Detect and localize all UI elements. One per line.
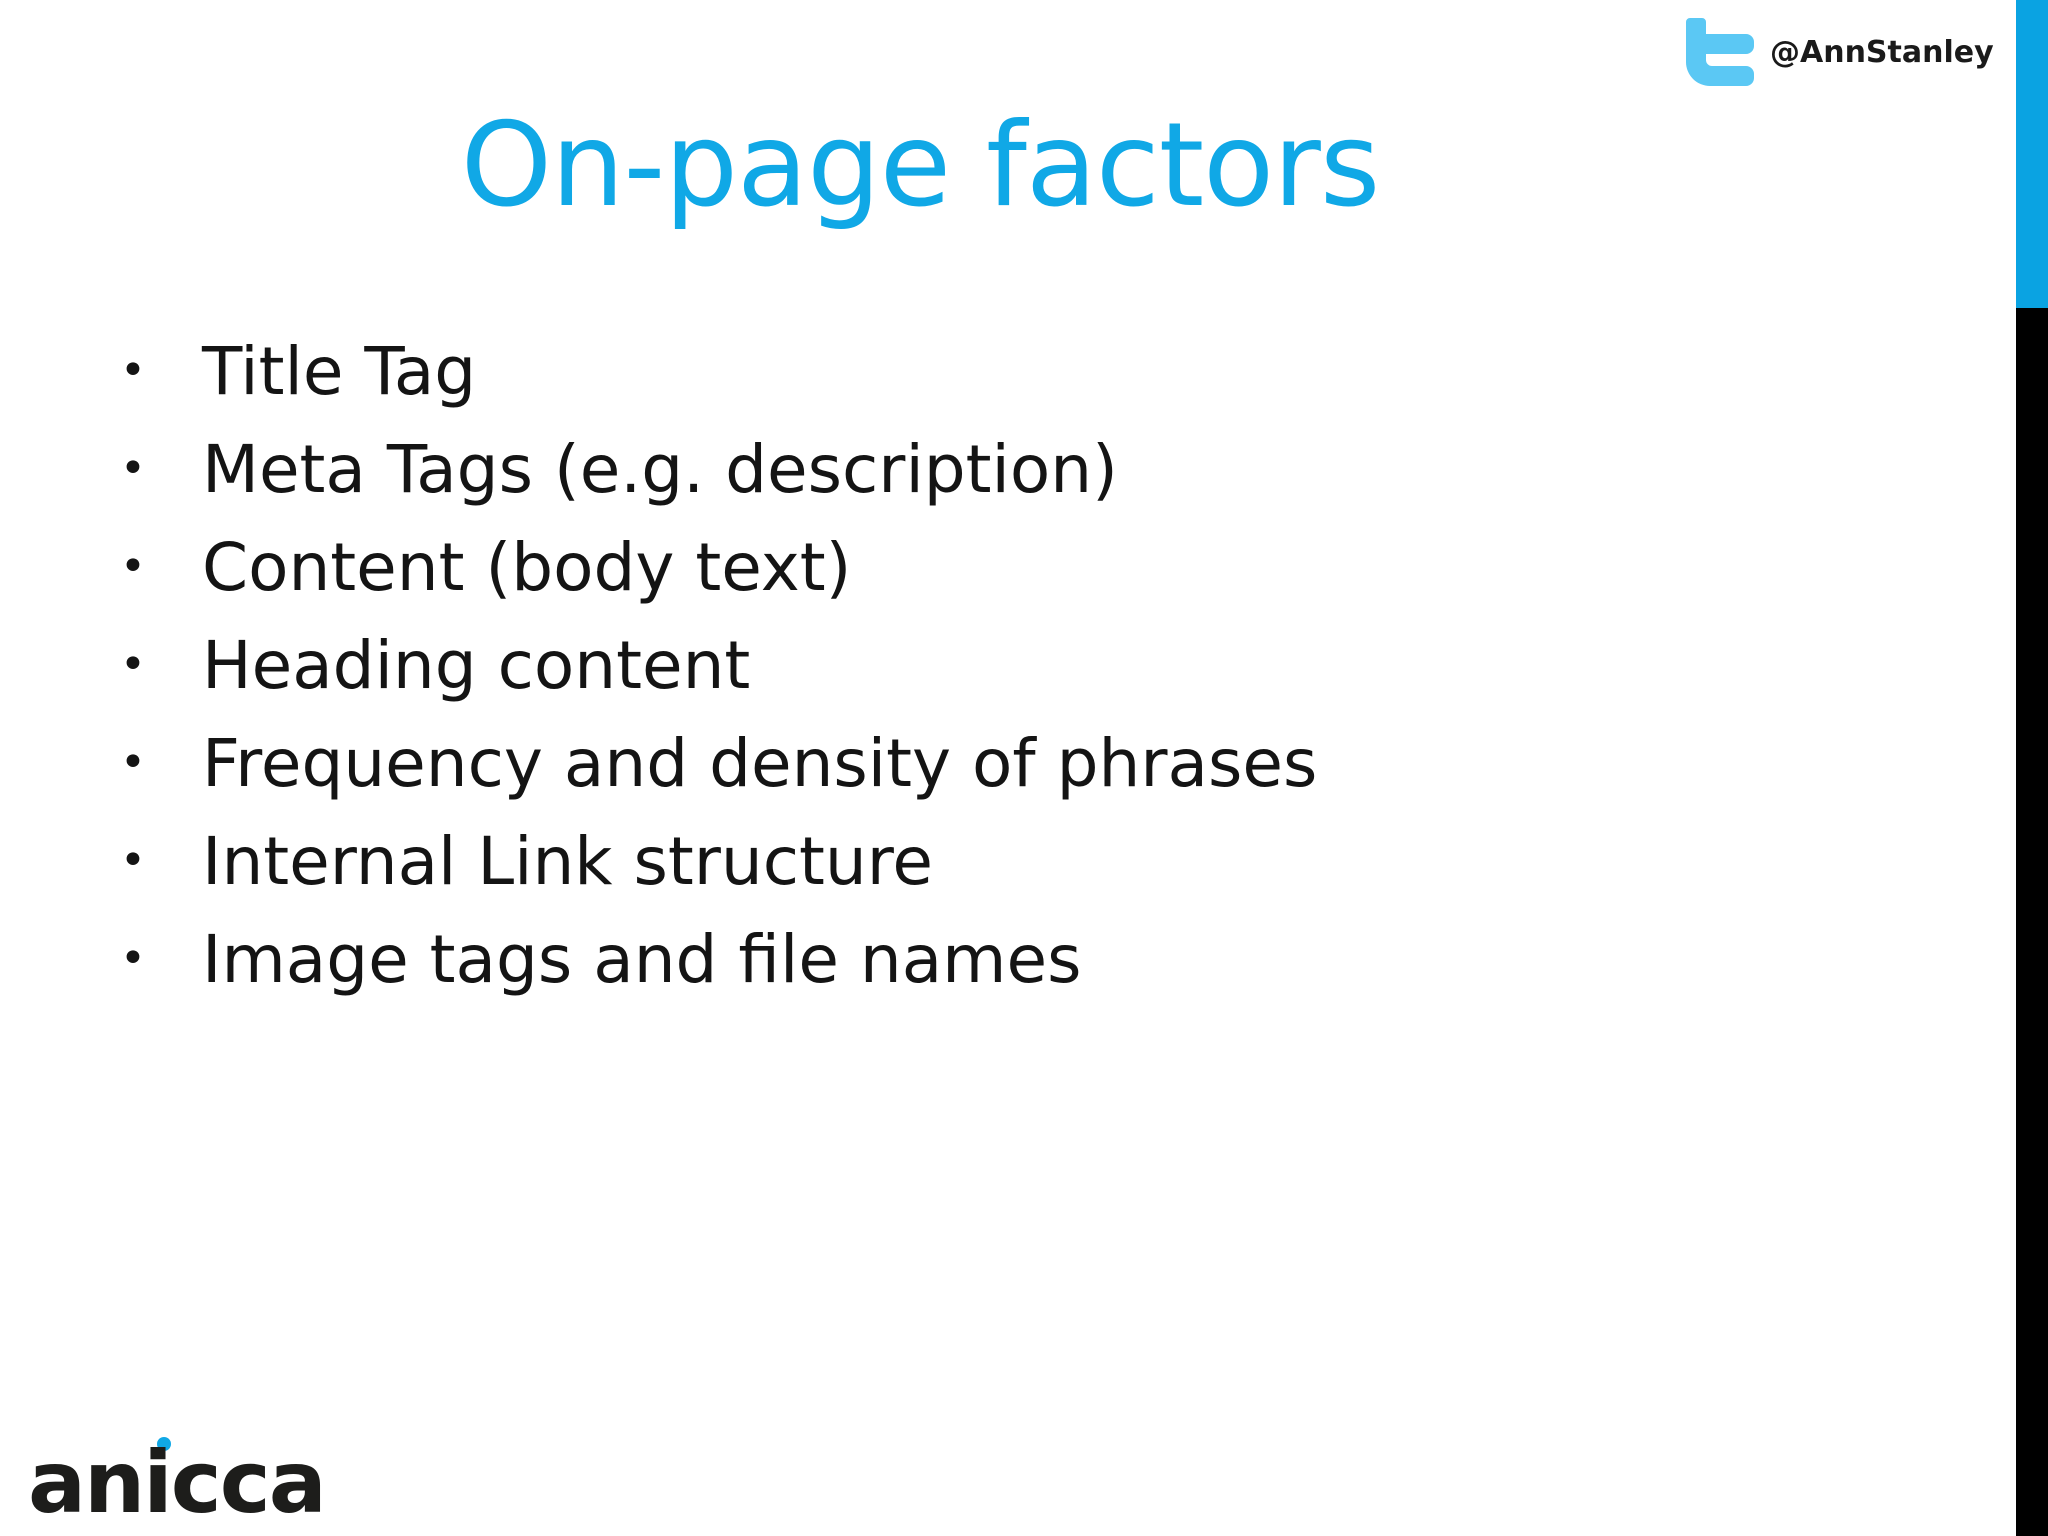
list-item [120,812,1920,910]
bullet-dot-icon: • [120,541,146,592]
twitter-badge [1680,14,1994,90]
side-accent-bar-blue [2016,0,2048,308]
slide-title: On-page factors [460,98,1380,233]
twitter-t-icon [1680,14,1756,90]
list-item [120,420,1920,518]
bullet-dot-icon: • [120,639,146,690]
list-item [120,322,1920,420]
logo-text: anicca [28,1433,325,1518]
bullet-dot-icon: • [120,737,146,788]
list-item [120,714,1920,812]
side-accent-bar-black [2016,308,2048,1536]
bullet-text: Meta Tags (e.g. description) [202,430,1118,508]
bullet-list [120,322,1920,1008]
bullet-text: Frequency and density of phrases [202,724,1318,802]
bullet-dot-icon: • [120,443,146,494]
list-item [120,910,1920,1008]
bullet-text: Image tags and file names [202,920,1082,998]
twitter-handle: @AnnStanley [1770,34,1994,70]
bullet-text: Internal Link structure [202,822,933,900]
list-item [120,616,1920,714]
bullet-text: Title Tag [202,332,477,410]
bullet-text: Heading content [202,626,751,704]
anicca-logo [26,1418,386,1518]
bullet-dot-icon: • [120,345,146,396]
bullet-dot-icon: • [120,835,146,886]
bullet-dot-icon: • [120,933,146,984]
list-item [120,518,1920,616]
bullet-text: Content (body text) [202,528,852,606]
